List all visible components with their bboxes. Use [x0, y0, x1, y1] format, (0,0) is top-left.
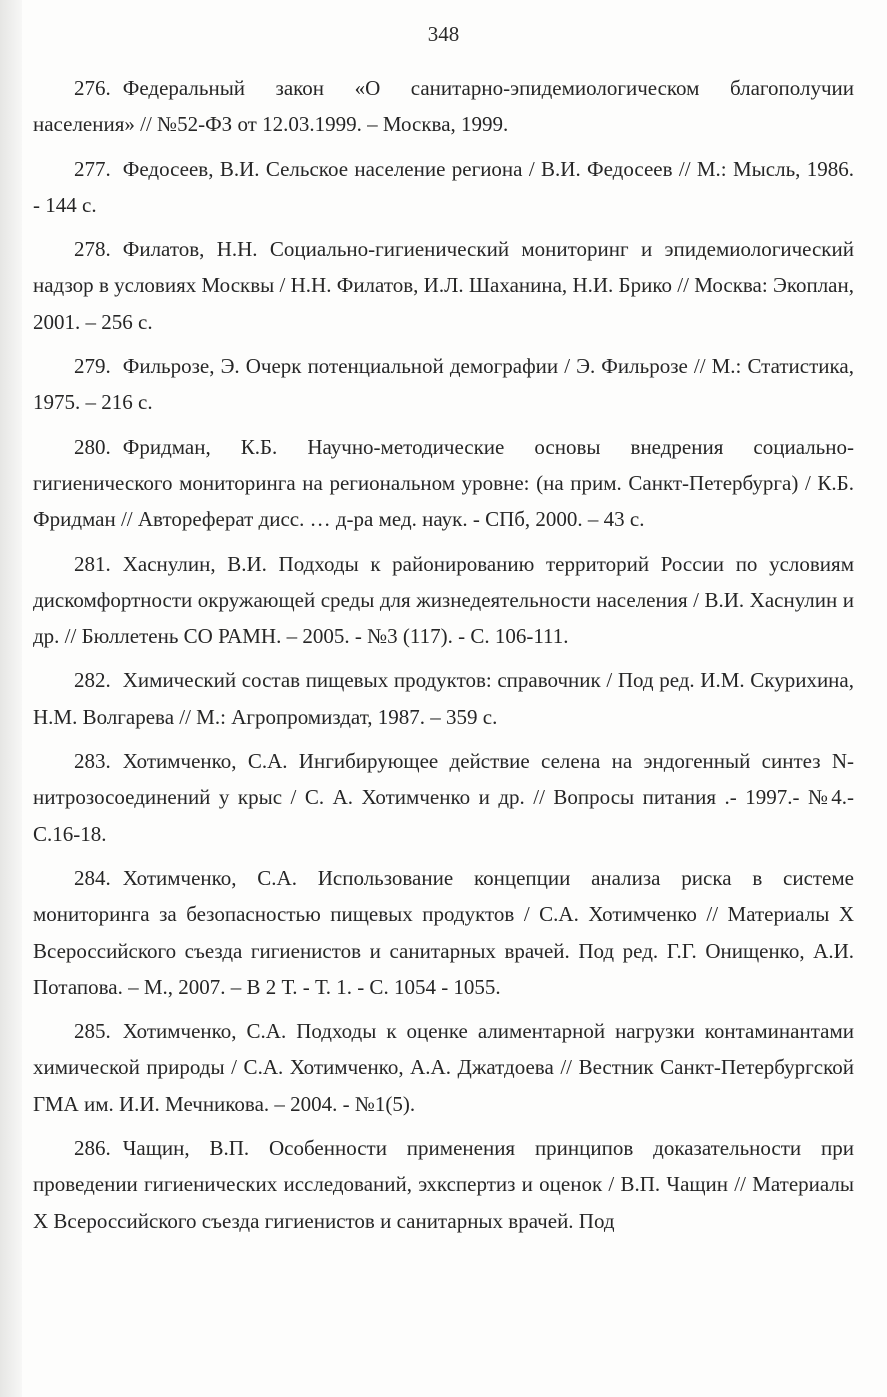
reference-number: 285.: [74, 1019, 111, 1044]
reference-number: 279.: [74, 354, 111, 379]
reference-number: 281.: [74, 551, 111, 576]
reference-item: [33, 70, 854, 143]
reference-item: [33, 743, 854, 852]
reference-item: [33, 860, 854, 1005]
scan-edge-shadow: [0, 0, 22, 1397]
reference-number: 286.: [74, 1136, 111, 1161]
reference-number: 283.: [74, 749, 111, 774]
reference-text: Химический состав пищевых продуктов: справочник / Под ред. И.М. Скурихина, Н.М. Волгарева // М.: Агропромиздат, 1987. – 359 с.: [33, 668, 854, 729]
reference-text: Хаснулин, В.И. Подходы к районированию территорий России по условиям дискомфортности окружающей среды для жизнедеятельности населения / В.И. Хаснулин и др. // Бюллетень СО РАМН. – 2005. - №3 (117). - С. 106-111.: [33, 551, 854, 649]
reference-number: 278.: [74, 237, 111, 262]
reference-number: 284.: [74, 865, 111, 890]
reference-item: [33, 546, 854, 655]
reference-text: Хотимченко, С.А. Использование концепции анализа риска в системе мониторинга за безопасностью пищевых продуктов / С.А. Хотимченко // Материалы X Всероссийского съезда гигиенистов и санитарных врачей. Под ред. Г.Г. Онищенко, А.И. Потапова. – М., 2007. – В 2 Т. - Т. 1. - С. 1054 - 1055.: [33, 865, 854, 999]
reference-item: [33, 429, 854, 538]
reference-item: [33, 662, 854, 735]
reference-item: [33, 348, 854, 421]
reference-text: Федеральный закон «О санитарно-эпидемиологическом благополучии населения» // №52-ФЗ от 12.03.1999. – Москва, 1999.: [33, 76, 854, 137]
reference-number: 276.: [74, 76, 111, 100]
page-number: 348: [427, 22, 460, 46]
reference-text: Федосеев, В.И. Сельское население региона / В.И. Федосеев // М.: Мысль, 1986. - 144 с.: [33, 156, 854, 217]
reference-number: 280.: [74, 434, 111, 459]
reference-item: [33, 1130, 854, 1239]
reference-text: Хотимченко, С.А. Подходы к оценке алиментарной нагрузки контаминантами химической природы / С.А. Хотимченко, А.А. Джатдоева // Вестник Санкт-Петербургской ГМА им. И.И. Мечникова. – 2004. - №1(5).: [33, 1019, 854, 1116]
reference-item: [33, 231, 854, 340]
reference-text: Фильрозе, Э. Очерк потенциальной демографии / Э. Фильрозе // М.: Статистика, 1975. – 216 с.: [33, 354, 854, 415]
reference-number: 282.: [74, 668, 111, 693]
reference-text: Хотимченко, С.А. Ингибирующее действие селена на эндогенный синтез N-нитрозосоединений у крыс / С. А. Хотимченко и др. // Вопросы питания .- 1997.- №4.- С.16-18.: [33, 749, 854, 846]
reference-list: [33, 70, 854, 1247]
reference-item: [33, 151, 854, 224]
reference-text: Чащин, В.П. Особенности применения принципов доказательности при проведении гигиенических исследований, эхкспертиз и оценок / В.П. Чащин // Материалы X Всероссийского съезда гигиенистов и санитарных врачей. Под: [33, 1136, 854, 1233]
reference-text: Фридман, К.Б. Научно-методические основы внедрения социально-гигиенического мониторинга на региональном уровне: (на прим. Санкт-Петербурга) / К.Б. Фридман // Автореферат дисс. … д-ра мед. наук. - СПб, 2000. – 43 с.: [33, 434, 854, 532]
reference-item: [33, 1013, 854, 1122]
reference-text: Филатов, Н.Н. Социально-гигиенический мониторинг и эпидемиологический надзор в условиях Москвы / Н.Н. Филатов, И.Л. Шаханина, Н.И. Брико // Москва: Экоплан, 2001. – 256 с.: [33, 237, 854, 334]
reference-number: 277.: [74, 156, 111, 181]
